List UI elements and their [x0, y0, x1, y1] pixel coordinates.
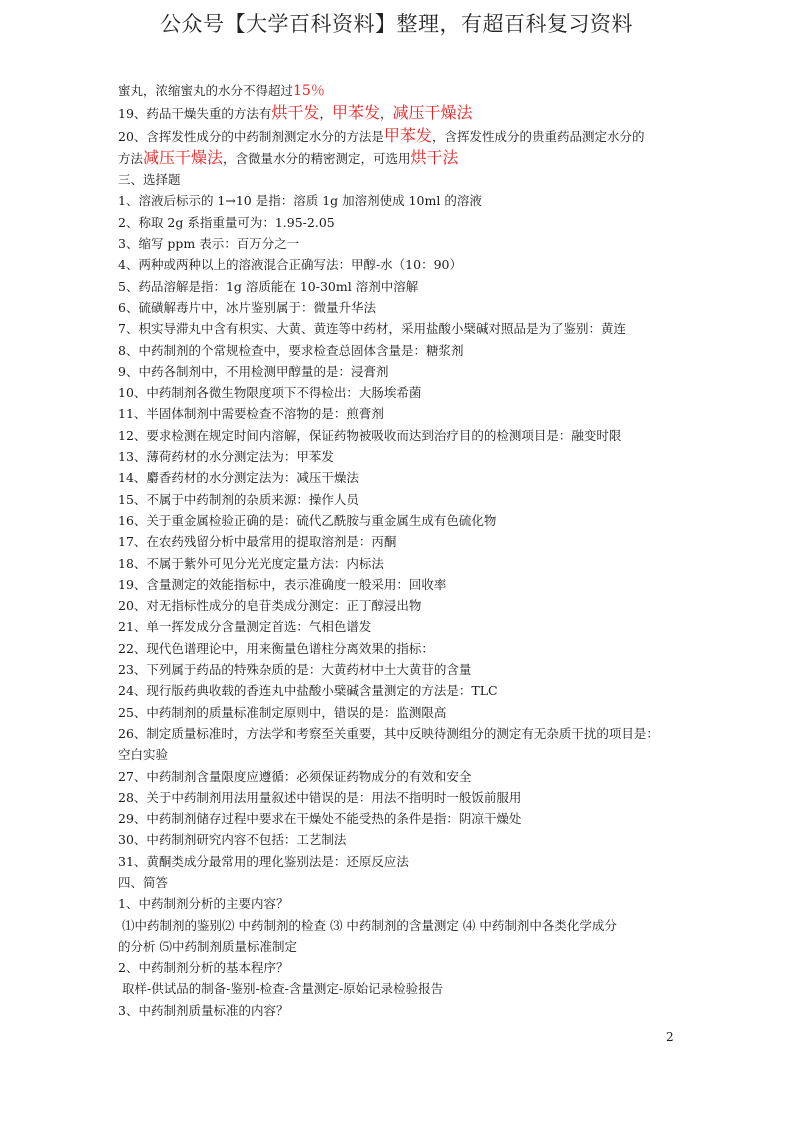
list-item: 13、薄荷药材的水分测定法为：甲苯发 — [118, 449, 334, 465]
fill-answer: 烘干法 — [410, 147, 459, 167]
fill-answer: 烘干发 — [271, 103, 320, 123]
question: 2、中药制剂分析的基本程序？ — [118, 960, 289, 976]
fill-separator: ， — [379, 106, 393, 122]
answer: ⑴中药制剂的鉴别⑵ 中药制剂的检查 ⑶ 中药制剂的含量测定 ⑷ 中药制剂中各类化学成分 — [122, 917, 617, 933]
list-item: 3、缩写 ppm 表示：百万分之一 — [118, 236, 300, 252]
list-item: 19、含量测定的效能指标中，表示准确度一般采用：回收率 — [118, 576, 447, 592]
list-item: 31、黄酮类成分最常用的理化鉴别法是：还原反应法 — [118, 853, 409, 869]
list-item: 6、硫磺解毒片中，冰片鉴别属于：微量升华法 — [118, 299, 376, 315]
list-item: 1、溶液后标示的 1→10 是指：溶质 1g 加溶剂使成 10ml 的溶液 — [118, 193, 482, 209]
fill-line-3 — [118, 125, 678, 147]
list-item: 17、在农药残留分析中最常用的提取溶剂是：丙酮 — [118, 534, 397, 550]
fill-separator: ， — [319, 106, 332, 122]
list-item: 4、两种或两种以上的溶液混合正确写法：甲醇-水（10：90） — [118, 257, 462, 273]
fill-text: 蜜丸，浓缩蜜丸的水分不得超过 — [118, 83, 294, 98]
list-item: 23、下列属于药品的特殊杂质的是：大黄药材中土大黄苷的含量 — [118, 662, 472, 678]
list-item: 10、中药制剂各微生物限度项下不得检出：大肠埃希菌 — [118, 385, 422, 401]
list-item: 12、要求检测在规定时间内溶解，保证药物被吸收而达到治疗目的的检测项目是：融变时限 — [118, 427, 622, 443]
fill-answer: 甲苯发 — [383, 125, 432, 145]
document-body — [118, 80, 678, 1021]
fill-text: ，含微量水分的精密测定，可选用 — [223, 150, 411, 166]
list-item: 14、麝香药材的水分测定法为：减压干燥法 — [118, 470, 359, 486]
page-header: 公众号【大学百科资料】整理，有超百科复习资料 — [160, 12, 633, 36]
fill-text: ，含挥发性成分的贵重药品测定水分的 — [431, 128, 645, 144]
fill-answer: 减压干燥法 — [143, 147, 224, 167]
list-item: 15、不属于中药制剂的杂质来源：操作人员 — [118, 491, 359, 507]
choice-list — [118, 190, 678, 872]
list-item: 16、关于重金属检验正确的是：硫代乙酰胺与重金属生成有色硫化物 — [118, 512, 497, 528]
question: 1、中药制剂分析的主要内容？ — [118, 896, 289, 912]
fill-answer: 减压干燥法 — [392, 103, 473, 123]
list-item: 11、半固体制剂中需要检查不溶物的是：煎膏剂 — [118, 406, 384, 422]
list-item: 7、枳实导滞丸中含有枳实、大黄、黄连等中药材，采用盐酸小檗碱对照品是为了鉴别：黄连 — [118, 321, 626, 337]
list-item: 2、称取 2g 系指重量可为：1.95-2.05 — [118, 214, 335, 230]
fill-text: 20、含挥发性成分的中药制剂测定水分的方法是 — [118, 128, 384, 144]
answer: 取样-供试品的制备-鉴别-检查-含量测定-原始记录检验报告 — [122, 981, 444, 997]
list-item: 27、中药制剂含量限度应遵循：必须保证药物成分的有效和安全 — [118, 768, 472, 784]
list-item: 29、中药制剂储存过程中要求在干燥处不能受热的条件是指：阴凉干燥处 — [118, 811, 522, 827]
question: 3、中药制剂质量标准的内容？ — [118, 1002, 289, 1018]
page-number: 2 — [666, 1030, 674, 1044]
list-item: 5、药品溶解是指：1g 溶质能在 10-30ml 溶剂中溶解 — [118, 278, 419, 294]
list-item: 22、现代色谱理论中，用来衡量色谱柱分离效果的指标： — [118, 640, 434, 656]
list-item: 25、中药制剂的质量标准制定原则中，错误的是：监测限高 — [118, 704, 447, 720]
fill-line-1 — [118, 80, 678, 102]
list-item: 18、不属于紫外可见分光光度定量方法：内标法 — [118, 555, 384, 571]
list-item: 21、单一挥发成分含量测定首选：气相色谱发 — [118, 619, 372, 635]
list-item: 20、对无指标性成分的皂苷类成分测定：正丁醇浸出物 — [118, 598, 422, 614]
fill-text: 方法 — [118, 150, 144, 166]
list-item: 30、中药制剂研究内容不包括：工艺制法 — [118, 832, 347, 848]
list-item: 26、制定质量标准时，方法学和考察至关重要，其中反映待测组分的测定有无杂质干扰的项目是： — [118, 725, 659, 741]
list-item: 28、关于中药制剂用法用量叙述中错误的是：用法不指明时一般饭前服用 — [118, 789, 522, 805]
list-item: 8、中药制剂的个常规检查中，要求检查总固体含量是：糖浆剂 — [118, 342, 464, 358]
list-item: 9、中药各制剂中，不用检测甲醇量的是：浸膏剂 — [118, 363, 389, 379]
list-item: 24、现行版药典收载的香连丸中盐酸小檗碱含量测定的方法是：TLC — [118, 683, 498, 699]
list-item: 空白实验 — [118, 747, 169, 763]
fill-answer: 15％ — [293, 83, 325, 99]
answer: 的分析 ⑸中药制剂质量标准制定 — [118, 938, 297, 954]
fill-answer: 甲苯发 — [331, 103, 380, 123]
fill-text: 19、药品干燥失重的方法有 — [118, 106, 272, 122]
section-heading-choice: 三、选择题 — [118, 172, 181, 188]
fill-line-4 — [118, 147, 678, 169]
fill-line-2 — [118, 102, 678, 124]
section-heading-short: 四、简答 — [118, 874, 169, 890]
